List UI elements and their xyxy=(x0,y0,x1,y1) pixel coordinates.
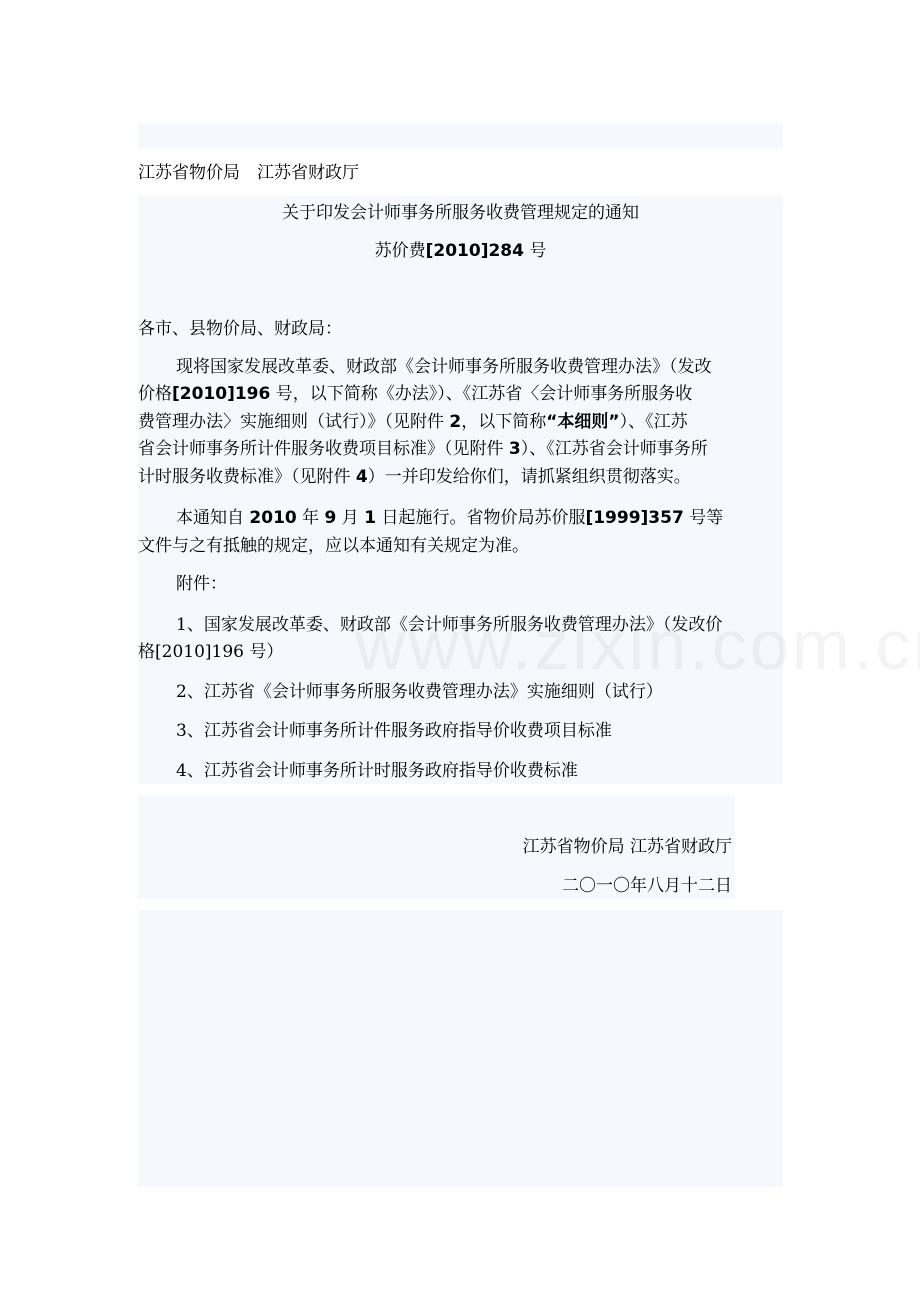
attachment-1-line-2: 格[2010]196 号） xyxy=(138,642,284,662)
attachment-4: 4、江苏省会计师事务所计时服务政府指导价收费标准 xyxy=(176,761,578,781)
signature-date: 二〇一〇年八月十二日 xyxy=(562,876,732,896)
para2-number: 9 xyxy=(324,508,337,528)
para1-text: 计时服务收费标准》（见附件 xyxy=(138,467,356,487)
para1-text: ）一并印发给你们，请抓紧组织贯彻落实。 xyxy=(367,467,691,487)
para2-text: 日起施行。省物价局苏价服 xyxy=(376,508,586,528)
attachment-3: 3、江苏省会计师事务所计件服务政府指导价收费项目标准 xyxy=(176,721,612,741)
doc-no-num: [2010]284 xyxy=(425,241,524,261)
para2-number: 1 xyxy=(364,508,377,528)
para1-line-4 xyxy=(138,436,708,462)
document-title: 关于印发会计师事务所服务收费管理规定的通知 xyxy=(282,203,639,223)
para1-text: 价格 xyxy=(138,384,172,404)
signature-issuers: 江苏省物价局 江苏省财政厅 xyxy=(522,837,732,857)
para2-text: 年 xyxy=(296,508,325,528)
document-number xyxy=(138,238,783,264)
para1-number: 3 xyxy=(508,439,521,459)
bottom-band xyxy=(138,910,783,1187)
para1-text: 省会计师事务所计件服务收费项目标准》（见附件 xyxy=(138,439,509,459)
para1-text: ）、《江苏 xyxy=(619,412,688,432)
para1-text: ，以下简称 xyxy=(461,412,547,432)
para2-line-1 xyxy=(176,505,723,531)
para2-number: [1999]357 xyxy=(585,508,684,528)
para1-line-1: 现将国家发展改革委、财政部《会计师事务所服务收费管理办法》（发改 xyxy=(176,357,712,377)
para1-text: 号，以下简称《办法》）、《江苏省〈会计师事务所服务收 xyxy=(270,384,693,404)
para1-text: 费管理办法〉实施细则（试行）》（见附件 xyxy=(138,412,450,432)
para1-line-2 xyxy=(138,381,692,407)
para1-number: 4 xyxy=(355,467,368,487)
doc-no-prefix: 苏价费 xyxy=(374,241,426,261)
salutation: 各市、县物价局、财政局： xyxy=(138,319,342,339)
attachments-label: 附件： xyxy=(176,574,227,594)
top-band xyxy=(138,123,783,149)
para1-line-5 xyxy=(138,464,691,490)
attachment-1-line-1: 1、国家发展改革委、财政部《会计师事务所服务收费管理办法》（发改价 xyxy=(176,615,723,635)
para2-line-2: 文件与之有抵触的规定，应以本通知有关规定为准。 xyxy=(138,536,529,556)
para2-number: 2010 xyxy=(249,508,297,528)
para1-quote: “本细则” xyxy=(546,412,620,432)
attachment-2: 2、江苏省《会计师事务所服务收费管理办法》实施细则（试行） xyxy=(176,682,663,702)
issuer-line: 江苏省物价局 江苏省财政厅 xyxy=(138,163,359,183)
doc-no-suffix: 号 xyxy=(523,241,547,261)
para2-text: 号等 xyxy=(683,508,724,528)
para1-text: ）、《江苏省会计师事务所 xyxy=(520,439,708,459)
para2-text: 本通知自 xyxy=(176,508,250,528)
para1-line-3 xyxy=(138,409,688,435)
para1-number: 2 xyxy=(449,412,462,432)
para1-number: [2010]196 xyxy=(172,384,271,404)
para2-text: 月 xyxy=(336,508,365,528)
